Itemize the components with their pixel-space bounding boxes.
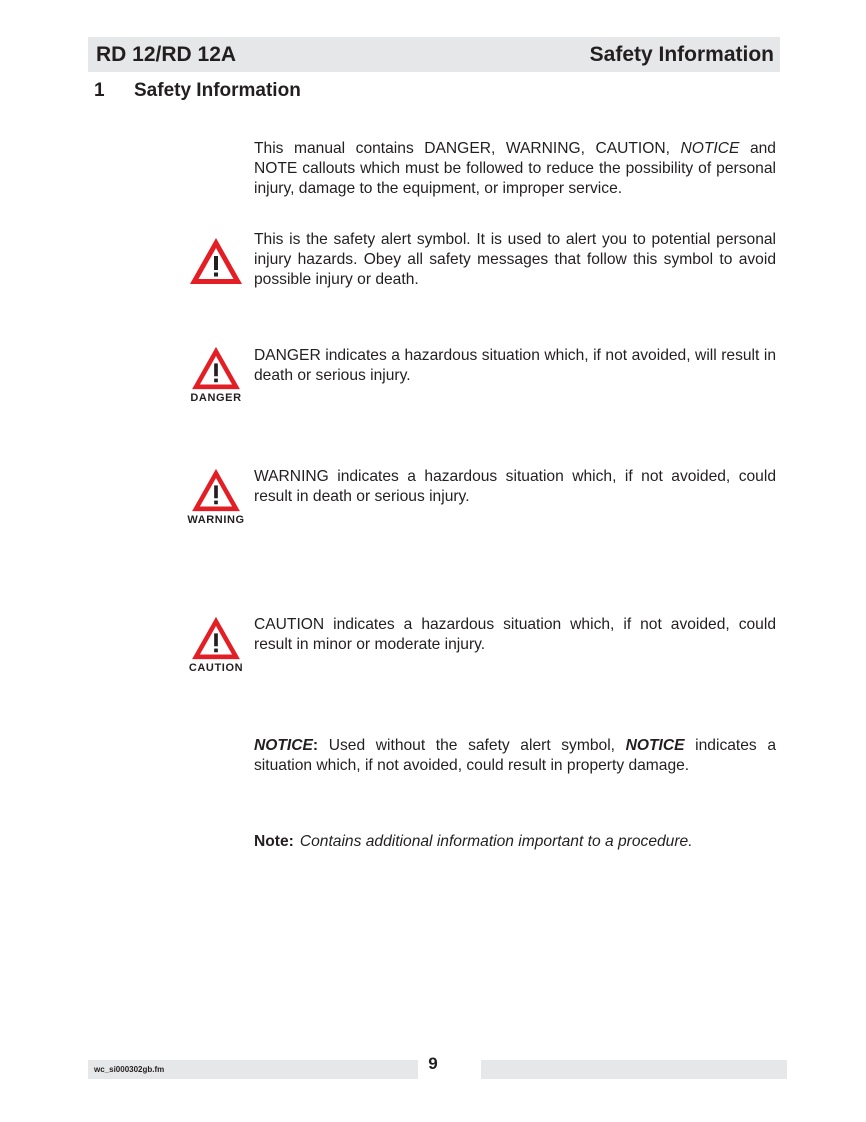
warning-triangle-icon: [188, 236, 244, 286]
footer-filename: wc_si000302gb.fm: [94, 1065, 165, 1074]
footer-right-bar: [481, 1060, 787, 1079]
intro-text-2: and NOTE callouts which must be followed to reduce the possibility of personal injury, damage to the equipment, or improper service.: [254, 140, 776, 197]
section-title: Safety Information: [134, 80, 301, 101]
notice-paragraph: [254, 736, 776, 776]
notice-lead: NOTICE: [254, 737, 313, 754]
caution-triangle-icon: [188, 615, 244, 661]
warning-label: WARNING: [187, 514, 245, 526]
page-number: 9: [428, 1054, 438, 1073]
warning-symbol: [181, 467, 251, 526]
header-bar: [88, 37, 780, 72]
notice-text-2: indicates a situation which, if not avoided, could result in property damage.: [254, 737, 777, 774]
header-section: Safety Information: [589, 43, 774, 66]
intro-text-1: This manual contains DANGER, WARNING, CAUTION,: [254, 140, 681, 157]
section-number: 1: [94, 80, 105, 101]
notice-text-1: Used without the safety alert symbol,: [318, 737, 626, 754]
caution-paragraph: CAUTION indicates a hazardous situation which, if not avoided, could result in minor or moderate injury.: [254, 616, 776, 653]
danger-triangle-icon: [188, 345, 244, 391]
caution-label: CAUTION: [188, 662, 244, 674]
danger-label: DANGER: [190, 392, 242, 404]
danger-symbol: [181, 345, 251, 404]
section-heading: [94, 80, 301, 102]
caution-symbol: [181, 615, 251, 674]
warning-paragraph: WARNING indicates a hazardous situation which, if not avoided, could result in death or serious injury.: [254, 468, 776, 505]
intro-notice-italic: NOTICE: [680, 140, 740, 157]
footer-file-bar: [88, 1060, 418, 1079]
safety-alert-symbol: [181, 236, 251, 286]
notice-lead-colon: :: [312, 737, 319, 754]
intro-paragraph: [254, 139, 776, 199]
header-model: RD 12/RD 12A: [96, 43, 237, 66]
note-line: [254, 833, 693, 851]
note-text: Contains additional information important to a procedure.: [299, 833, 693, 850]
alert-symbol-paragraph: This is the safety alert symbol. It is used to alert you to potential personal injury hazards. Obey all safety messages that follow this symbol to avoid possible injury or death.: [254, 231, 776, 288]
notice-inline-bold: NOTICE: [625, 737, 685, 754]
note-label: Note:: [254, 833, 294, 850]
warning-triangle-icon: [188, 467, 244, 513]
danger-paragraph: DANGER indicates a hazardous situation which, if not avoided, will result in death or serious injury.: [254, 347, 776, 384]
